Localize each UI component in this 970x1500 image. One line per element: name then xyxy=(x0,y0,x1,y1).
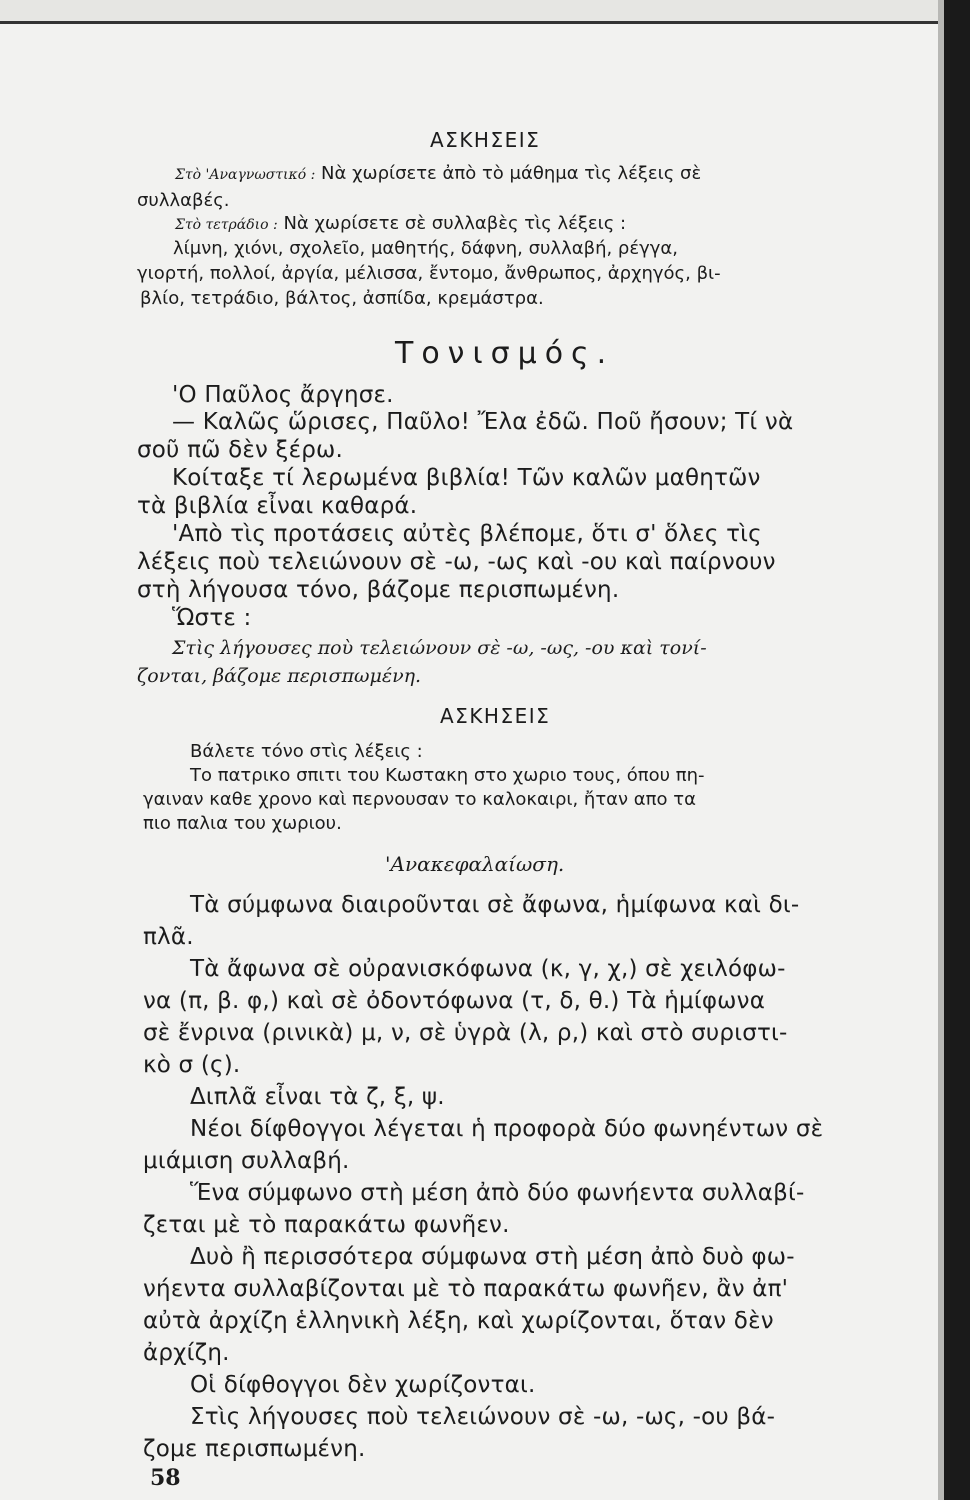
text-line: 'Απὸ τὶς προτάσεις αὐτὲς βλέπομε, ὅτι σ' ὅλες τὶς xyxy=(172,521,762,547)
rule-line: ζονται, βάζομε περισπωμένη. xyxy=(137,665,422,687)
exercise-line: πιο παλια του χωριου. xyxy=(143,813,342,834)
summary-line: ζομε περισπωμένη. xyxy=(143,1436,366,1462)
summary-title: 'Ανακεφαλαίωση. xyxy=(385,852,565,876)
summary-line: ἀρχίζη. xyxy=(143,1340,230,1366)
summary-line: Ἕνα σύμφωνο στὴ μέση ἀπὸ δύο φωνήεντα συλλαβί- xyxy=(190,1180,805,1206)
word-list-line: λίμνη, χιόνι, σχολεῖο, μαθητής, δάφνη, συλλαβή, ρέγγα, xyxy=(173,238,678,259)
reading-label: Στὸ 'Αναγνωστικό : xyxy=(175,167,316,183)
summary-line: Οἱ δίφθογγοι δὲν χωρίζονται. xyxy=(190,1372,536,1398)
summary-line: κὸ σ (ς). xyxy=(143,1052,241,1078)
page-number: 58 xyxy=(150,1465,181,1491)
text-line: — Καλῶς ὥρισες, Παῦλο! Ἔλα ἐδῶ. Ποῦ ἤσουν; Τί νὰ xyxy=(172,409,794,435)
summary-line: Διπλᾶ εἶναι τὰ ζ, ξ, ψ. xyxy=(190,1084,445,1110)
word-list-line: βλίο, τετράδιο, βάλτος, ἀσπίδα, κρεμάστρα. xyxy=(140,288,544,309)
exercises-heading-2: ΑΣΚΗΣΕΙΣ xyxy=(440,704,551,728)
exercise-line: Βάλετε τόνο στὶς λέξεις : xyxy=(190,741,423,762)
reading-text: Νὰ χωρίσετε ἀπὸ τὸ μάθημα τὶς λέξεις σὲ xyxy=(321,163,702,184)
summary-line: σὲ ἔνρινα (ρινικὰ) μ, ν, σὲ ὑγρὰ (λ, ρ,) καὶ στὸ συριστι- xyxy=(143,1020,788,1046)
exercise-line: γαιναν καθε χρονο καὶ περνουσαν το καλοκαιρι, ἤταν απο τα xyxy=(143,789,696,810)
summary-line: μιάμιση συλλαβή. xyxy=(143,1148,350,1174)
word-list-line: γιορτή, πολλοί, ἀργία, μέλισσα, ἔντομο, ἄνθρωπος, ἀρχηγός, βι- xyxy=(137,263,721,284)
text-line: λέξεις ποὺ τελειώνουν σὲ -ω, -ως καὶ -ου καὶ παίρνουν xyxy=(137,549,776,575)
text-line: 'Ο Παῦλος ἄργησε. xyxy=(172,382,394,408)
notebook-exercise xyxy=(175,212,626,237)
summary-line: αὐτὰ ἀρχίζη ἑλληνικὴ λέξη, καὶ χωρίζονται, ὅταν δὲν xyxy=(143,1308,774,1334)
summary-line: νήεντα συλλαβίζονται μὲ τὸ παρακάτω φωνῆεν, ἂν ἀπ' xyxy=(143,1276,789,1302)
text-line: Κοίταξε τί λερωμένα βιβλία! Τῶν καλῶν μαθητῶν xyxy=(172,465,761,491)
text-line: στὴ λήγουσα τόνο, βάζομε περισπωμένη. xyxy=(137,577,620,603)
summary-line: Δυὸ ἢ περισσότερα σύμφωνα στὴ μέση ἀπὸ δυὸ φω- xyxy=(190,1244,795,1270)
rule-line: Στὶς λήγουσες ποὺ τελειώνουν σὲ -ω, -ως, -ου καὶ τονί- xyxy=(172,637,707,659)
exercises-heading: ΑΣΚΗΣΕΙΣ xyxy=(430,128,541,152)
exercise-line: Το πατρικο σπιτι του Κωστακη στο χωριο τους, όπου πη- xyxy=(190,765,705,786)
summary-line: πλᾶ. xyxy=(143,924,194,950)
summary-line: Νέοι δίφθογγοι λέγεται ἡ προφορὰ δύο φωνηέντων σὲ xyxy=(190,1116,824,1142)
notebook-label: Στὸ τετράδιο : xyxy=(175,217,278,233)
text-line: Ὥστε : xyxy=(172,605,252,631)
summary-line: Τὰ ἄφωνα σὲ οὐρανισκόφωνα (κ, γ, χ,) σὲ χειλόφω- xyxy=(190,956,786,982)
text-line: σοῦ πῶ δὲν ξέρω. xyxy=(137,437,343,463)
summary-line: Τὰ σύμφωνα διαιροῦνται σὲ ἄφωνα, ἡμίφωνα καὶ δι- xyxy=(190,892,800,918)
book-spine-edge xyxy=(944,0,970,1500)
reading-exercise xyxy=(175,162,701,187)
text-line: τὰ βιβλία εἶναι καθαρά. xyxy=(137,493,418,519)
reading-text-cont: συλλαβές. xyxy=(137,190,230,211)
notebook-text: Νὰ χωρίσετε σὲ συλλαβὲς τὶς λέξεις : xyxy=(283,213,627,234)
summary-line: να (π, β. φ,) καὶ σὲ ὀδοντόφωνα (τ, δ, θ.) Τὰ ἡμίφωνα xyxy=(143,988,766,1014)
section-title: Τονισμός. xyxy=(395,336,615,371)
summary-line: Στὶς λήγουσες ποὺ τελειώνουν σὲ -ω, -ως, -ου βά- xyxy=(190,1404,776,1430)
summary-line: ζεται μὲ τὸ παρακάτω φωνῆεν. xyxy=(143,1212,510,1238)
